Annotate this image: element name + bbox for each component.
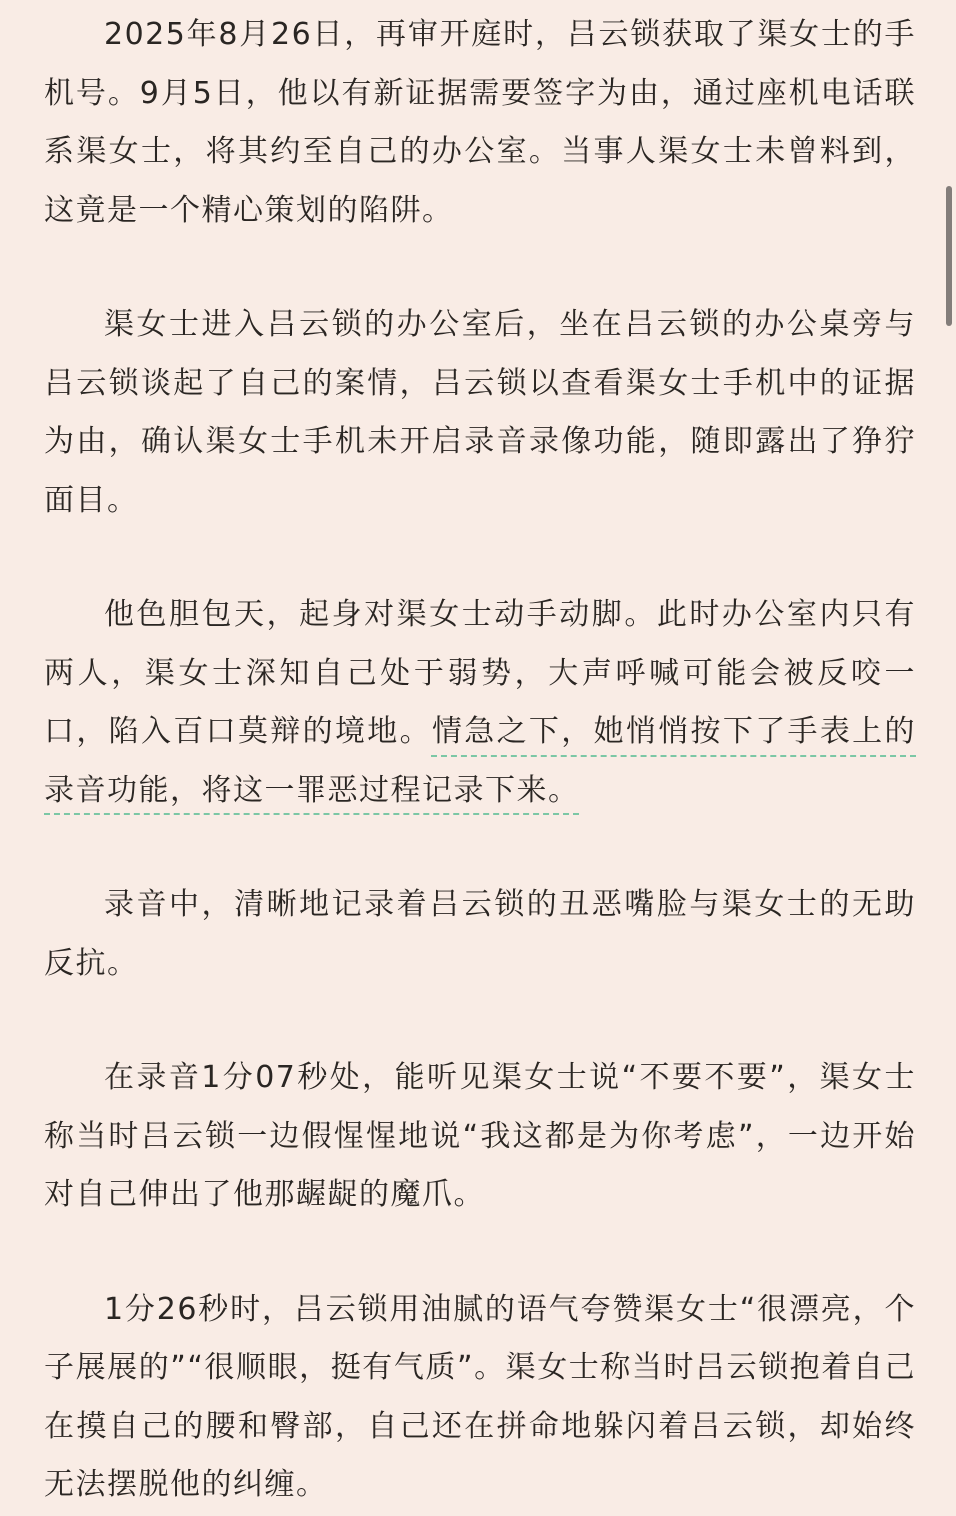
paragraph: 2025年8月26日，再审开庭时，吕云锁获取了渠女士的手机号。9月5日，他以有新证据需要签字为由，通过座机电话联系渠女士，将其约至自己的办公室。当事人渠女士未曾料到，这竟是一个精心策划的陷阱。: [44, 17, 916, 228]
paragraph: [44, 586, 916, 820]
scrollbar[interactable]: [946, 186, 952, 326]
paragraph: 在录音1分07秒处，能听见渠女士说“不要不要”，渠女士称当时吕云锁一边假惺惺地说“我这都是为你考虑”，一边开始对自己伸出了他那龌龊的魔爪。: [44, 1060, 916, 1212]
paragraph-text: 他色胆包天，起身对渠女士动手动脚。此时办公室内只有两人，渠女士深知自己处于弱势，大声呼喊可能会被反咬一口，陷入百口莫辩的境地。: [44, 597, 916, 749]
highlighted-sentence[interactable]: 情急之下，她悄悄按下了手表上的录音功能，将这一罪恶过程记录下来。: [44, 714, 917, 808]
article-body: [44, 6, 916, 1515]
paragraph: 录音中，清晰地记录着吕云锁的丑恶嘴脸与渠女士的无助反抗。: [44, 887, 916, 981]
paragraph: 1分26秒时，吕云锁用油腻的语气夸赞渠女士“很漂亮，个子展展的”“很顺眼，挺有气质”。渠女士称当时吕云锁抱着自己在摸自己的腰和臀部，自己还在拼命地躲闪着吕云锁，却始终无法摆脱他的纠缠。: [44, 1291, 916, 1502]
paragraph: 渠女士进入吕云锁的办公室后，坐在吕云锁的办公桌旁与吕云锁谈起了自己的案情，吕云锁以查看渠女士手机中的证据为由，确认渠女士手机未开启录音录像功能，随即露出了狰狞面目。: [44, 307, 916, 518]
